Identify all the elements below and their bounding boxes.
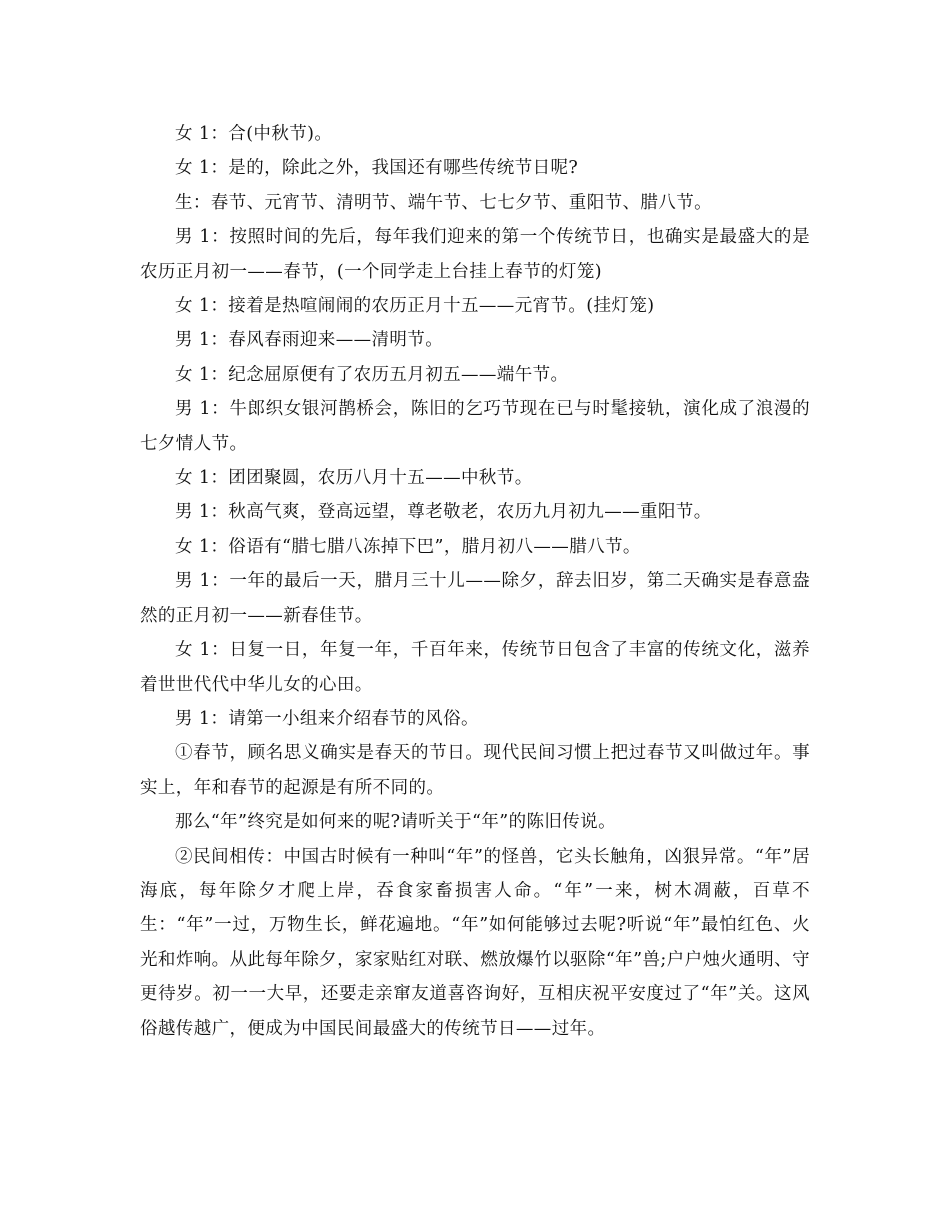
dialogue-line: 女 1：俗语有“腊七腊八冻掉下巴”，腊月初八——腊八节。 (175, 536, 641, 557)
dialogue-line: 男 1：秋高气爽，登高远望，尊老敬老，农历九月初九——重阳节。 (175, 502, 712, 523)
dialogue-line: 女 1：合(中秋节)。 (175, 124, 333, 144)
dialogue-line: 女 1：接着是热喧闹闹的农历正月十五——元宵节。(挂灯笼) (175, 296, 655, 317)
dialogue-line: 男 1：按照时间的先后，每年我们迎来的第一个传统节日，也确实是最盛大的是农历正月初一——春节，(一个同学走上台挂上春节的灯笼) (140, 227, 810, 282)
narration-paragraph: ①春节，顾名思义确实是春天的节日。现代民间习惯上把过春节又叫做过年。事实上，年和春节的起源是有所不同的。 (140, 743, 810, 798)
dialogue-line: 生：春节、元宵节、清明节、端午节、七七夕节、重阳节、腊八节。 (175, 192, 712, 213)
dialogue-line: 女 1：团团聚圆，农历八月十五——中秋节。 (175, 468, 533, 489)
dialogue-line: 男 1：一年的最后一天，腊月三十儿——除夕，辞去旧岁，第二天确实是春意盎然的正月初一——新春佳节。 (140, 571, 810, 626)
dialogue-line: 男 1：春风春雨迎来——清明节。 (175, 330, 444, 351)
dialogue-line: 女 1：是的，除此之外，我国还有哪些传统节日呢? (175, 158, 579, 179)
dialogue-line: 男 1：牛郎织女银河鹊桥会，陈旧的乞巧节现在已与时髦接轨，演化成了浪漫的七夕情人节。 (140, 399, 810, 454)
dialogue-line: 女 1：纪念屈原便有了农历五月初五——端午节。 (175, 364, 569, 385)
narration-paragraph: 那么“年”终究是如何来的呢?请听关于“年”的陈旧传说。 (175, 812, 616, 833)
narration-paragraph: ②民间相传：中国古时候有一种叫“年”的怪兽，它头长触角，凶狠异常。“年”居海底，每年除夕才爬上岸，吞食家畜损害人命。“年”一来，树木凋蔽，百草不生：“年”一过，万物生长，鲜花遍地。“年”如何能够过去呢?听说“年”最怕红色、火光和炸响。从此每年除夕，家家贴红对联、燃放爆竹以驱除“年”兽;户户烛火通明、守更待岁。初一一大早，还要走亲窜友道喜咨询好，互相庆祝平安度过了“年”关。这风俗越传越广，便成为中国民间最盛大的传统节日——过年。 (140, 846, 810, 1039)
document-body (140, 117, 810, 1046)
dialogue-line: 男 1：请第一小组来介绍春节的风俗。 (175, 708, 479, 729)
dialogue-line: 女 1：日复一日，年复一年，千百年来，传统节日包含了丰富的传统文化，滋养着世世代代中华儿女的心田。 (140, 640, 810, 695)
